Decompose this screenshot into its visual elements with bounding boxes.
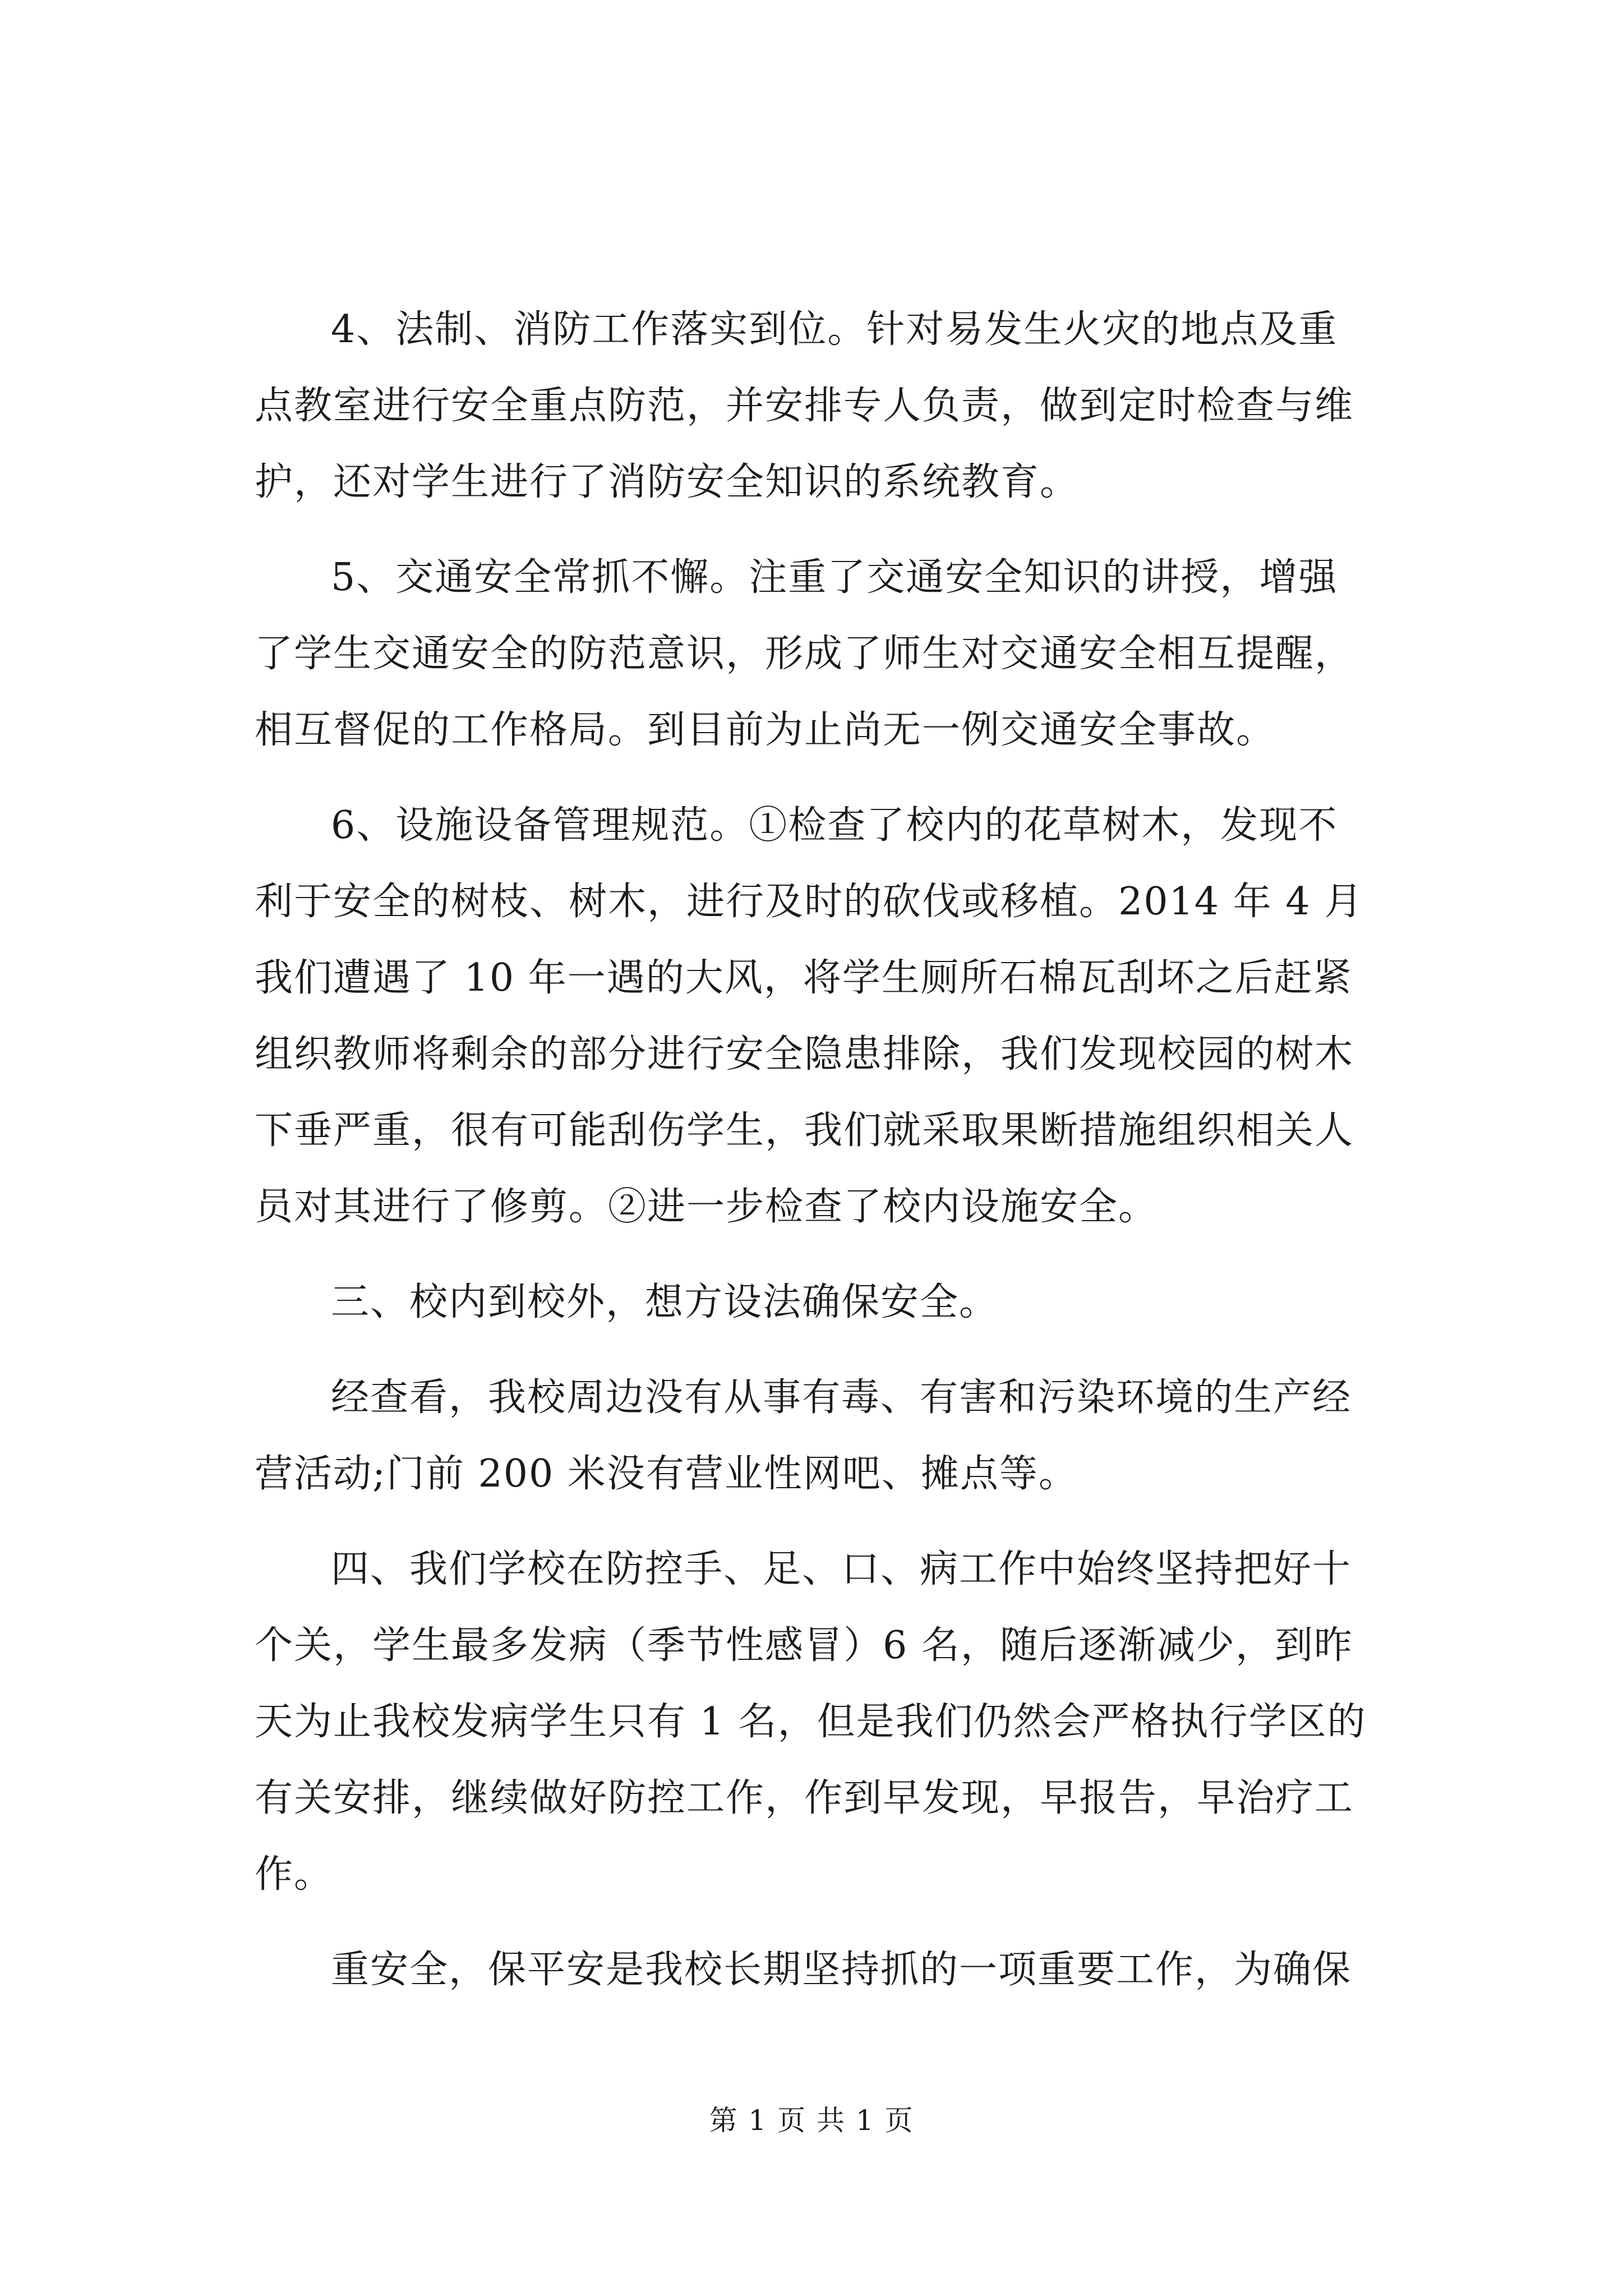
paragraph-spacer [255, 1245, 1421, 1264]
paragraph-line: 作。 [255, 1852, 334, 1897]
paragraph-line: 有关安排，继续做好防控工作，作到早发现，早报告，早治疗工 [255, 1776, 1354, 1820]
paragraph-spacer [255, 1512, 1421, 1531]
paragraph-line: 我们遭遇了 10 年一遇的大风，将学生厕所石棉瓦刮坏之后赶紧 [255, 956, 1353, 1000]
paragraph-disease-control [255, 1531, 1421, 1913]
paragraph-fire-safety [255, 292, 1421, 521]
page-footer: 第 1 页 共 1 页 [709, 2104, 914, 2137]
paragraph-spacer [255, 1913, 1421, 1932]
paragraph-facilities [255, 788, 1421, 1245]
paragraph-line: 重安全，保平安是我校长期坚持抓的一项重要工作，为确保 [331, 1948, 1352, 1992]
paragraph-line: 6、设施设备管理规范。①检查了校内的花草树木，发现不 [331, 803, 1338, 848]
paragraph-spacer [255, 521, 1421, 540]
document-body [255, 292, 1421, 2008]
paragraph-line: 相互督促的工作格局。到目前为止尚无一例交通安全事故。 [255, 708, 1276, 752]
paragraph-line: 三、校内到校外，想方设法确保安全。 [331, 1280, 999, 1324]
paragraph-line: 四、我们学校在防控手、足、口、病工作中始终坚持把好十 [331, 1547, 1352, 1591]
paragraph-line: 4、法制、消防工作落实到位。针对易发生火灾的地点及重 [331, 307, 1338, 352]
paragraph-spacer [255, 1341, 1421, 1360]
paragraph-line: 利于安全的树枝、树木，进行及时的砍伐或移植。2014 年 4 月 [255, 880, 1364, 924]
section-heading-three [255, 1264, 1421, 1341]
paragraph-line: 员对其进行了修剪。②进一步检查了校内设施安全。 [255, 1185, 1158, 1229]
paragraph-line: 点教室进行安全重点防范，并安排专人负责，做到定时检查与维 [255, 384, 1354, 428]
paragraph-line: 天为止我校发病学生只有 1 名，但是我们仍然会严格执行学区的 [255, 1700, 1367, 1744]
paragraph-line: 营活动;门前 200 米没有营业性网吧、摊点等。 [255, 1452, 1078, 1496]
paragraph-spacer [255, 769, 1421, 788]
paragraph-line: 5、交通安全常抓不懈。注重了交通安全知识的讲授，增强 [331, 555, 1338, 600]
paragraph-line: 了学生交通安全的防范意识，形成了师生对交通安全相互提醒， [255, 632, 1354, 676]
paragraph-line: 护，还对学生进行了消防安全知识的系统教育。 [255, 460, 1080, 504]
paragraph-line: 个关，学生最多发病（季节性感冒）6 名，随后逐渐减少，到昨 [255, 1623, 1353, 1668]
paragraph-line: 经查看，我校周边没有从事有毒、有害和污染环境的生产经 [331, 1375, 1352, 1420]
paragraph-traffic-safety [255, 540, 1421, 769]
paragraph-closing [255, 1932, 1421, 2008]
paragraph-line: 组织教师将剩余的部分进行安全隐患排除，我们发现校园的树木 [255, 1032, 1354, 1076]
paragraph-line: 下垂严重，很有可能刮伤学生，我们就采取果断措施组织相关人 [255, 1108, 1354, 1153]
paragraph-surroundings [255, 1360, 1421, 1512]
